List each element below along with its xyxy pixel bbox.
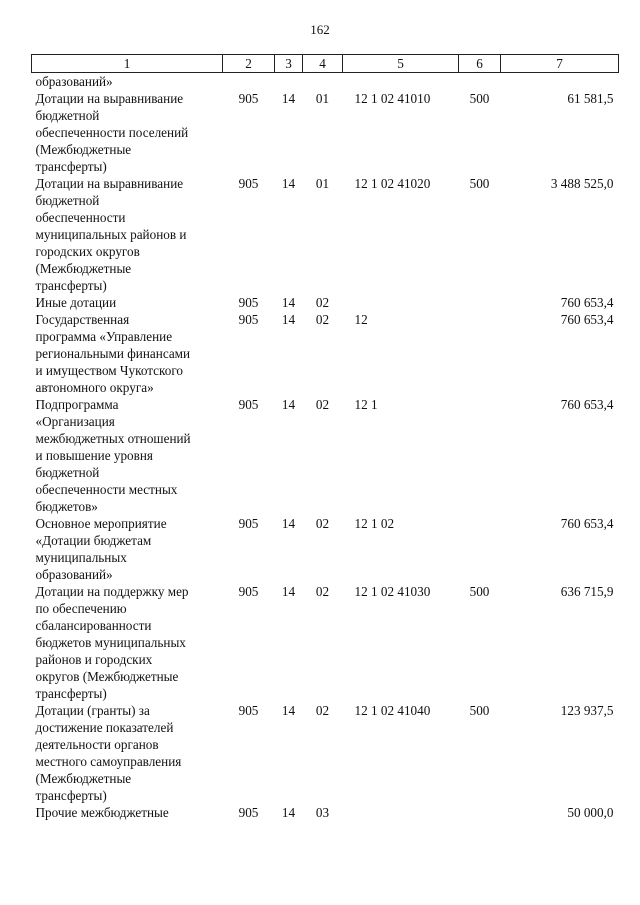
target-article-cell [343,73,459,91]
row-name-line: бюджетов» [35,499,98,514]
row-name-line: и повышение уровня [35,448,153,463]
expense-type-cell [459,73,501,91]
ministry-code-cell: 905 [238,295,259,310]
amount-cell: 760 653,4 [560,516,614,531]
row-name-cell [32,73,223,91]
target-article-cell: 12 1 02 41020 [354,176,431,191]
header-col-5: 5 [343,55,459,73]
amount-cell: 123 937,5 [560,703,614,718]
amount-cell: 61 581,5 [567,91,614,106]
expense-type-cell [459,396,501,515]
row-name-line: «Дотации бюджетам [35,533,152,548]
subsection-code-cell [303,73,343,91]
row-name-line: Прочие межбюджетные [35,805,169,820]
row-name-line: деятельности органов [35,737,159,752]
subsection-code-cell: 02 [315,295,330,310]
amount-cell: 50 000,0 [567,805,614,820]
row-name-line: Дотации на выравнивание [35,91,184,106]
ministry-code-cell: 905 [238,176,259,191]
ministry-code-cell: 905 [238,91,259,106]
header-col-6: 6 [459,55,501,73]
section-code-cell: 14 [281,397,296,412]
target-article-cell: 12 1 [354,397,378,412]
expense-type-cell: 500 [469,91,490,106]
subsection-code-cell: 02 [315,584,330,599]
row-name-cell [32,583,223,702]
subsection-code-cell: 03 [315,805,330,820]
subsection-code-cell: 02 [315,397,330,412]
ministry-code-cell: 905 [238,584,259,599]
budget-table [31,54,619,821]
subsection-code-cell: 01 [315,176,330,191]
table-row [32,175,619,294]
ministry-code-cell [223,73,275,91]
row-name-line: Дотации (гранты) за [35,703,150,718]
header-col-1: 1 [32,55,223,73]
expense-type-cell: 500 [469,584,490,599]
row-name-line: (Межбюджетные [35,771,132,786]
expense-type-cell [459,804,501,821]
row-name-line: бюджетной [35,108,100,123]
row-name-line: трансферты) [35,278,107,293]
target-article-cell: 12 [354,312,368,327]
row-name-line: Иные дотации [35,295,117,310]
table-header [32,55,619,73]
row-name-cell [32,311,223,396]
ministry-code-cell: 905 [238,312,259,327]
row-name-line: по обеспечению [35,601,127,616]
row-name-line: Дотации на поддержку мер [35,584,189,599]
ministry-code-cell: 905 [238,805,259,820]
row-name-cell [32,804,223,821]
section-code-cell: 14 [281,516,296,531]
row-name-line: муниципальных районов и [35,227,187,242]
subsection-code-cell: 02 [315,516,330,531]
section-code-cell: 14 [281,805,296,820]
section-code-cell [275,73,303,91]
row-name-line: трансферты) [35,788,107,803]
header-col-7: 7 [501,55,619,73]
table-row [32,311,619,396]
target-article-cell [343,294,459,311]
row-name-line: обеспеченности [35,210,126,225]
table-row [32,804,619,821]
subsection-code-cell: 02 [315,312,330,327]
header-row [32,55,619,73]
section-code-cell: 14 [281,312,296,327]
section-code-cell: 14 [281,176,296,191]
table-row [32,702,619,804]
row-name-line: Государственная [35,312,130,327]
ministry-code-cell: 905 [238,397,259,412]
amount-cell: 760 653,4 [560,397,614,412]
row-name-line: автономного округа» [35,380,154,395]
ministry-code-cell: 905 [238,516,259,531]
target-article-cell: 12 1 02 41040 [354,703,431,718]
table-row [32,90,619,175]
table-row [32,583,619,702]
table-row [32,396,619,515]
row-name-line: достижение показателей [35,720,174,735]
row-name-line: межбюджетных отношений [35,431,191,446]
header-col-2: 2 [223,55,275,73]
row-name-line: трансферты) [35,686,107,701]
expense-type-cell [459,515,501,583]
table-row [32,515,619,583]
row-name-line: бюджетной [35,465,100,480]
row-name-line: Основное мероприятие [35,516,167,531]
row-name-line: сбалансированности [35,618,152,633]
ministry-code-cell: 905 [238,703,259,718]
row-name-line: муниципальных [35,550,127,565]
amount-cell: 760 653,4 [560,312,614,327]
table-body [32,73,619,822]
row-name-cell [32,175,223,294]
page-number: 162 [310,22,330,37]
row-name-line: программа «Управление [35,329,173,344]
row-name-cell [32,515,223,583]
row-name-line: бюджетов муниципальных [35,635,186,650]
amount-cell: 3 488 525,0 [550,176,614,191]
expense-type-cell [459,311,501,396]
target-article-cell: 12 1 02 41010 [354,91,431,106]
row-name-line: бюджетной [35,193,100,208]
row-name-line: местного самоуправления [35,754,182,769]
amount-cell: 760 653,4 [560,295,614,310]
expense-type-cell [459,294,501,311]
subsection-code-cell: 02 [315,703,330,718]
row-name-line: образований» [35,74,113,89]
row-name-line: и имуществом Чукотского [35,363,184,378]
section-code-cell: 14 [281,703,296,718]
table-row [32,73,619,91]
target-article-cell: 12 1 02 [354,516,395,531]
row-name-cell [32,294,223,311]
section-code-cell: 14 [281,91,296,106]
header-col-4: 4 [303,55,343,73]
target-article-cell: 12 1 02 41030 [354,584,431,599]
row-name-cell [32,396,223,515]
expense-type-cell: 500 [469,703,490,718]
row-name-line: (Межбюджетные [35,142,132,157]
row-name-line: обеспеченности поселений [35,125,189,140]
expense-type-cell: 500 [469,176,490,191]
row-name-line: образований» [35,567,113,582]
row-name-line: Подпрограмма [35,397,119,412]
row-name-line: (Межбюджетные [35,261,132,276]
subsection-code-cell: 01 [315,91,330,106]
row-name-line: районов и городских [35,652,153,667]
row-name-line: обеспеченности местных [35,482,178,497]
row-name-cell [32,90,223,175]
row-name-line: Дотации на выравнивание [35,176,184,191]
amount-cell [501,73,619,91]
row-name-line: региональными финансами [35,346,191,361]
row-name-line: «Организация [35,414,115,429]
row-name-line: городских округов [35,244,140,259]
row-name-line: округов (Межбюджетные [35,669,179,684]
amount-cell: 636 715,9 [560,584,614,599]
row-name-cell [32,702,223,804]
section-code-cell: 14 [281,584,296,599]
header-col-3: 3 [275,55,303,73]
section-code-cell: 14 [281,295,296,310]
row-name-line: трансферты) [35,159,107,174]
target-article-cell [343,804,459,821]
table-row [32,294,619,311]
